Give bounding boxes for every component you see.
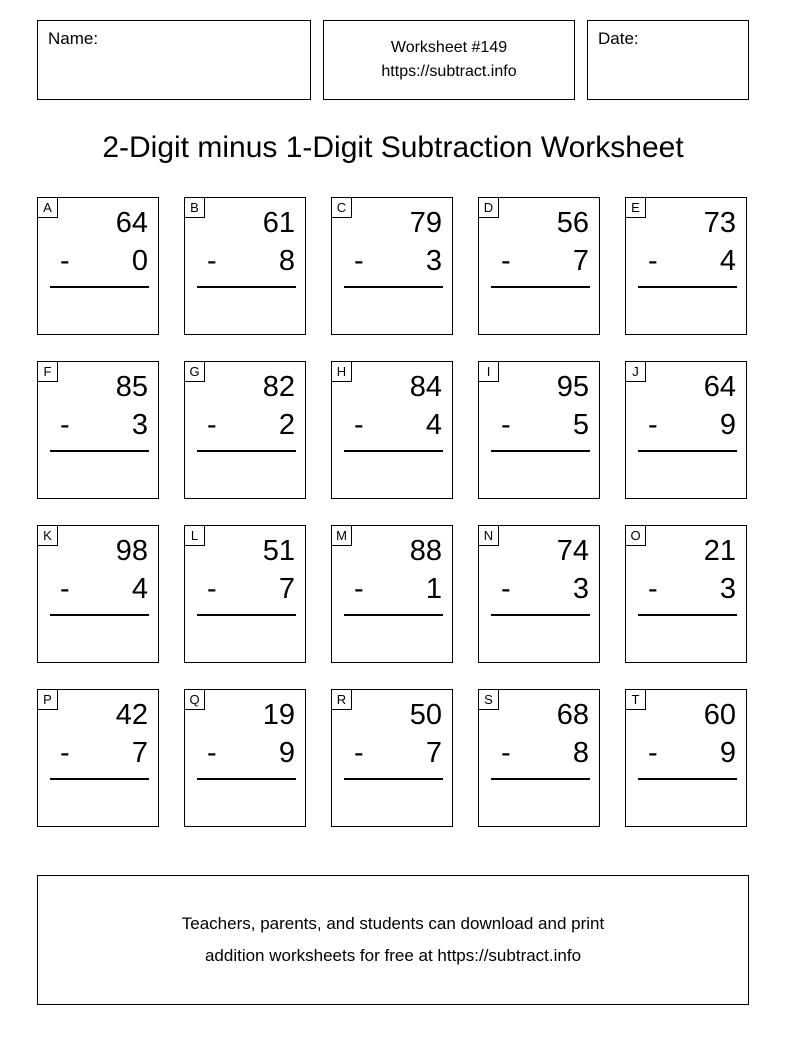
operator-minus: - — [60, 737, 70, 769]
operator-minus: - — [648, 737, 658, 769]
subtrahend-row — [332, 734, 442, 772]
answer-rule — [638, 450, 737, 452]
problem-body — [479, 368, 589, 444]
problem-body — [38, 368, 148, 444]
page-title: 2-Digit minus 1-Digit Subtraction Worksheet — [102, 131, 684, 164]
footer-note — [37, 875, 749, 1005]
minuend: 98 — [115, 535, 148, 567]
operator-minus: - — [648, 245, 658, 277]
operator-minus: - — [207, 245, 217, 277]
answer-rule — [491, 778, 590, 780]
minuend: 68 — [556, 699, 589, 731]
subtrahend: 8 — [572, 737, 589, 769]
subtrahend-row — [479, 242, 589, 280]
subtrahend-row — [626, 734, 736, 772]
subtrahend: 7 — [278, 573, 295, 605]
operator-minus: - — [207, 409, 217, 441]
minuend: 61 — [262, 207, 295, 239]
answer-rule — [491, 614, 590, 616]
problem-item[interactable] — [625, 689, 747, 827]
worksheet-number: Worksheet #149 — [390, 39, 508, 56]
subtrahend: 3 — [572, 573, 589, 605]
subtrahend-row — [38, 734, 148, 772]
problem-item[interactable] — [478, 197, 600, 335]
problem-item[interactable] — [184, 197, 306, 335]
problem-item[interactable] — [37, 197, 159, 335]
problem-letter: E — [626, 198, 646, 218]
operator-minus: - — [207, 573, 217, 605]
subtrahend-row — [38, 406, 148, 444]
problem-letter: S — [479, 690, 499, 710]
problem-body — [626, 532, 736, 608]
worksheet-id-box — [323, 20, 575, 100]
operator-minus: - — [60, 245, 70, 277]
worksheet-header — [37, 20, 749, 102]
subtrahend: 3 — [719, 573, 736, 605]
minuend: 85 — [115, 371, 148, 403]
problem-letter: T — [626, 690, 646, 710]
minuend: 73 — [703, 207, 736, 239]
subtrahend: 4 — [425, 409, 442, 441]
problem-body — [626, 696, 736, 772]
answer-rule — [50, 286, 149, 288]
problem-body — [332, 204, 442, 280]
subtrahend: 0 — [131, 245, 148, 277]
problem-item[interactable] — [625, 197, 747, 335]
problem-body — [332, 532, 442, 608]
minuend: 60 — [703, 699, 736, 731]
problem-body — [38, 204, 148, 280]
minuend: 51 — [262, 535, 295, 567]
operator-minus: - — [648, 573, 658, 605]
problem-letter: N — [479, 526, 499, 546]
subtrahend-row — [626, 242, 736, 280]
problem-letter: J — [626, 362, 646, 382]
problem-item[interactable] — [331, 525, 453, 663]
minuend: 82 — [262, 371, 295, 403]
answer-rule — [50, 450, 149, 452]
operator-minus: - — [501, 737, 511, 769]
problem-letter: B — [185, 198, 205, 218]
subtrahend-row — [479, 570, 589, 608]
minuend: 21 — [703, 535, 736, 567]
problem-body — [38, 532, 148, 608]
problem-letter: I — [479, 362, 499, 382]
subtrahend: 7 — [425, 737, 442, 769]
minuend: 74 — [556, 535, 589, 567]
problem-item[interactable] — [331, 689, 453, 827]
subtrahend-row — [185, 406, 295, 444]
problem-body — [185, 368, 295, 444]
subtrahend-row — [185, 734, 295, 772]
answer-rule — [50, 614, 149, 616]
date-label: Date: — [598, 29, 639, 48]
operator-minus: - — [354, 737, 364, 769]
answer-rule — [197, 286, 296, 288]
subtrahend: 2 — [278, 409, 295, 441]
subtrahend: 9 — [719, 409, 736, 441]
minuend: 42 — [115, 699, 148, 731]
answer-rule — [197, 450, 296, 452]
footer-line-2: addition worksheets for free at https://subtract.info — [204, 946, 582, 965]
operator-minus: - — [648, 409, 658, 441]
problem-item[interactable] — [184, 689, 306, 827]
problem-item[interactable] — [184, 361, 306, 499]
problem-body — [626, 368, 736, 444]
problem-body — [332, 368, 442, 444]
subtrahend: 9 — [719, 737, 736, 769]
subtrahend: 3 — [425, 245, 442, 277]
problem-letter: Q — [185, 690, 205, 710]
subtrahend: 4 — [131, 573, 148, 605]
answer-rule — [344, 778, 443, 780]
operator-minus: - — [354, 409, 364, 441]
problem-body — [626, 204, 736, 280]
subtrahend-row — [332, 570, 442, 608]
operator-minus: - — [207, 737, 217, 769]
answer-rule — [197, 614, 296, 616]
subtrahend-row — [185, 242, 295, 280]
footer-line-1: Teachers, parents, and students can download and print — [181, 914, 605, 933]
operator-minus: - — [354, 573, 364, 605]
subtrahend-row — [185, 570, 295, 608]
problem-body — [479, 204, 589, 280]
problem-letter: A — [38, 198, 58, 218]
subtrahend-row — [479, 734, 589, 772]
problem-letter: M — [332, 526, 352, 546]
problem-letter: K — [38, 526, 58, 546]
minuend: 64 — [115, 207, 148, 239]
problem-item[interactable] — [37, 361, 159, 499]
problem-item[interactable] — [625, 361, 747, 499]
answer-rule — [344, 450, 443, 452]
problem-letter: L — [185, 526, 205, 546]
answer-rule — [197, 778, 296, 780]
subtrahend: 7 — [572, 245, 589, 277]
subtrahend-row — [626, 570, 736, 608]
problem-body — [38, 696, 148, 772]
subtrahend-row — [332, 242, 442, 280]
problem-item[interactable] — [478, 525, 600, 663]
answer-rule — [638, 614, 737, 616]
problem-body — [332, 696, 442, 772]
problem-item[interactable] — [478, 689, 600, 827]
problem-item[interactable] — [478, 361, 600, 499]
problem-item[interactable] — [37, 525, 159, 663]
operator-minus: - — [501, 573, 511, 605]
subtrahend-row — [38, 570, 148, 608]
answer-rule — [638, 778, 737, 780]
operator-minus: - — [60, 409, 70, 441]
subtrahend-row — [38, 242, 148, 280]
problem-body — [479, 696, 589, 772]
minuend: 19 — [262, 699, 295, 731]
subtrahend-row — [626, 406, 736, 444]
name-field-box[interactable] — [37, 20, 311, 100]
minuend: 84 — [409, 371, 442, 403]
problem-body — [479, 532, 589, 608]
problem-letter: O — [626, 526, 646, 546]
worksheet-url: https://subtract.info — [381, 63, 517, 80]
subtrahend: 7 — [131, 737, 148, 769]
subtrahend: 8 — [278, 245, 295, 277]
name-label: Name: — [48, 29, 99, 48]
problem-letter: F — [38, 362, 58, 382]
answer-rule — [638, 286, 737, 288]
minuend: 88 — [409, 535, 442, 567]
answer-rule — [491, 450, 590, 452]
operator-minus: - — [501, 245, 511, 277]
problem-letter: R — [332, 690, 352, 710]
problem-item[interactable] — [184, 525, 306, 663]
problem-item[interactable] — [37, 689, 159, 827]
problem-item[interactable] — [625, 525, 747, 663]
answer-rule — [344, 614, 443, 616]
minuend: 79 — [409, 207, 442, 239]
answer-rule — [50, 778, 149, 780]
problem-item[interactable] — [331, 197, 453, 335]
problem-letter: H — [332, 362, 352, 382]
subtrahend: 4 — [719, 245, 736, 277]
problem-item[interactable] — [331, 361, 453, 499]
subtrahend: 3 — [131, 409, 148, 441]
problem-letter: G — [185, 362, 205, 382]
problems-grid — [37, 197, 749, 827]
subtrahend-row — [332, 406, 442, 444]
problem-letter: C — [332, 198, 352, 218]
answer-rule — [491, 286, 590, 288]
problem-letter: D — [479, 198, 499, 218]
minuend: 95 — [556, 371, 589, 403]
problem-letter: P — [38, 690, 58, 710]
minuend: 64 — [703, 371, 736, 403]
subtrahend: 9 — [278, 737, 295, 769]
subtrahend-row — [479, 406, 589, 444]
answer-rule — [344, 286, 443, 288]
subtrahend: 5 — [572, 409, 589, 441]
date-field-box[interactable] — [587, 20, 749, 100]
subtrahend: 1 — [425, 573, 442, 605]
problem-body — [185, 204, 295, 280]
operator-minus: - — [60, 573, 70, 605]
minuend: 50 — [409, 699, 442, 731]
operator-minus: - — [501, 409, 511, 441]
minuend: 56 — [556, 207, 589, 239]
problem-body — [185, 532, 295, 608]
operator-minus: - — [354, 245, 364, 277]
problem-body — [185, 696, 295, 772]
